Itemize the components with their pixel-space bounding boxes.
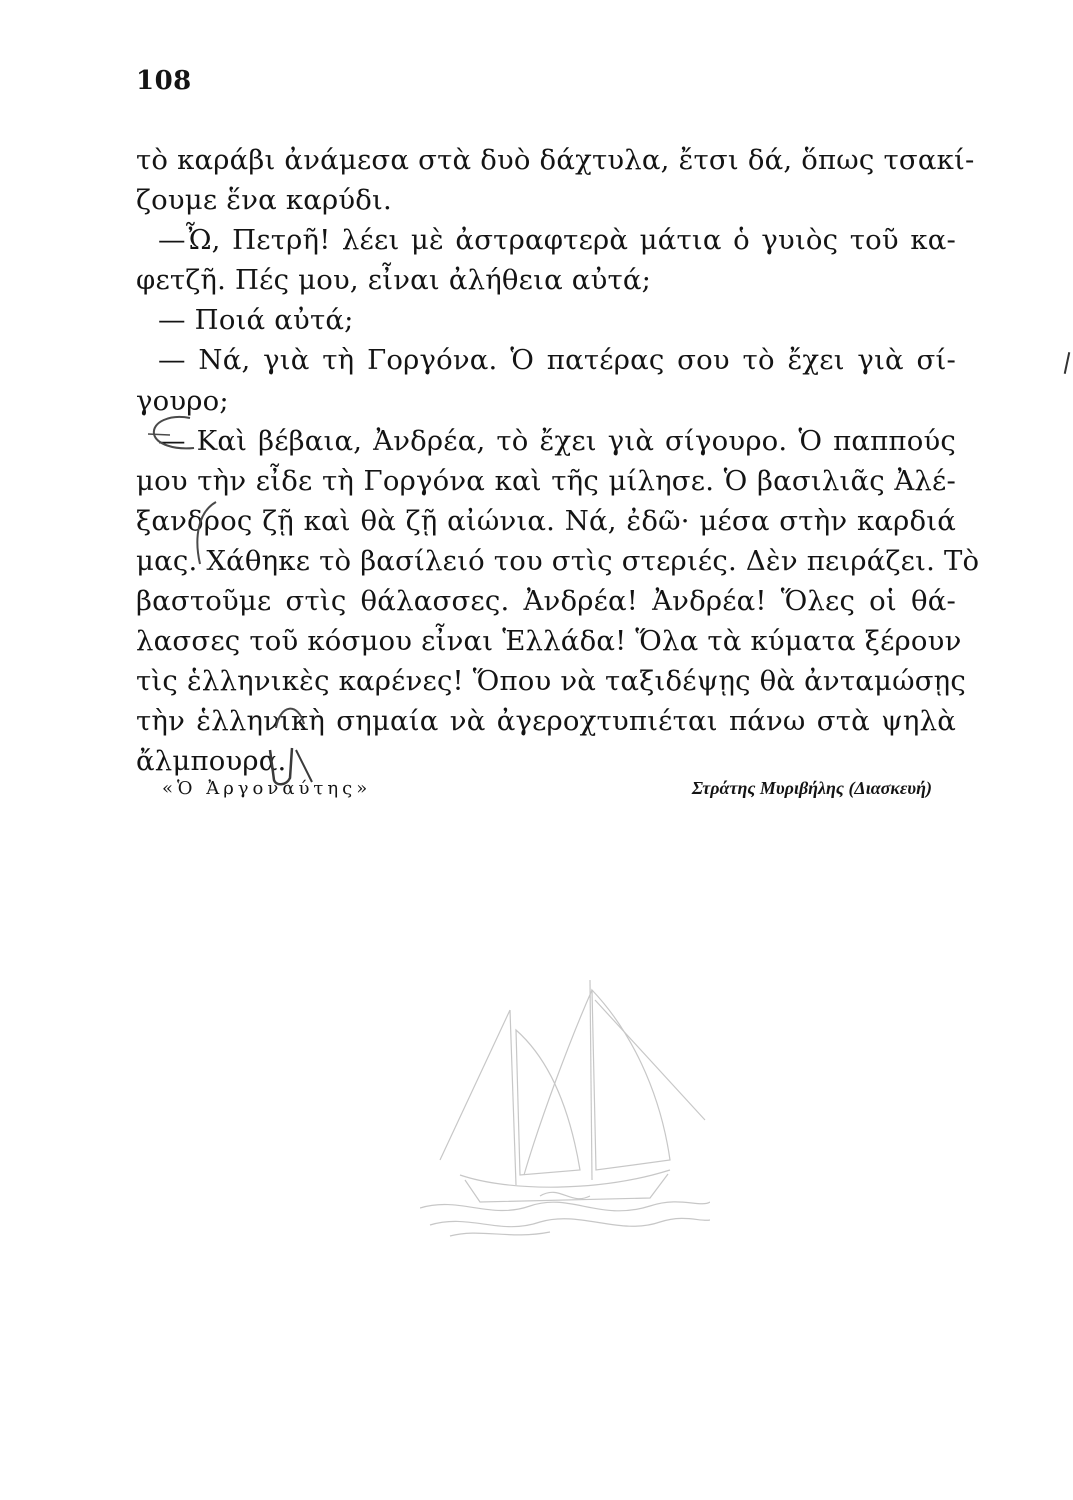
- body-text: [136, 140, 980, 782]
- page-number: 108: [136, 66, 192, 96]
- margin-mark: [1064, 352, 1071, 374]
- text-line: — Νά, γιὰ τὴ Γοργόνα. Ὁ πατέρας σου τὸ ἔχει γιὰ σί-: [158, 344, 956, 377]
- text-line: τὸ καράβι ἀνάμεσα στὰ δυὸ δάχτυλα, ἔτσι δά, ὅπως τσακί-: [136, 144, 975, 176]
- text-line: λασσες τοῦ κόσμου εἶναι Ἑλλάδα! Ὅλα τὰ κύματα ξέρουν: [136, 625, 962, 658]
- text-line: μου τὴν εἶδε τὴ Γοργόνα καὶ τῆς μίλησε. Ὁ βασιλιᾶς Ἀλέ-: [136, 464, 956, 497]
- text-line: γουρο;: [136, 384, 229, 417]
- text-line: φετζῆ. Πές μου, εἶναι ἀλήθεια αὐτά;: [136, 264, 652, 297]
- attribution: [162, 778, 932, 808]
- text-line: βαστοῦμε στὶς θάλασσες. Ἀνδρέα! Ἀνδρέα! Ὅλες οἱ θά-: [136, 585, 956, 618]
- text-line: — Ποιά αὐτά;: [158, 304, 354, 337]
- source-title: «Ὁ Ἀργοναύτης»: [162, 778, 372, 799]
- text-line: ἄλμπουρα.: [136, 745, 287, 778]
- text-line: μας. Χάθηκε τὸ βασίλειό του στὶς στεριές. Δὲν πειράζει. Τὸ: [136, 544, 980, 577]
- text-line: τὶς ἑλληνικὲς καρένες! Ὅπου νὰ ταξιδέψῃς θὰ ἀνταμώσῃς: [136, 665, 966, 698]
- text-line: τὴν ἑλληνικὴ σημαία νὰ ἀγεροχτυπιέται πάνω στὰ ψηλὰ: [136, 705, 956, 738]
- text-line: —Ὦ, Πετρῆ! λέει μὲ ἀστραφτερὰ μάτια ὁ γυιὸς τοῦ κα-: [158, 224, 956, 257]
- faded-sailing-ship-illustration: [420, 970, 710, 1240]
- author-credit: Στράτης Μυριβήλης (Διασκευή): [691, 778, 932, 798]
- text-line: — Καὶ βέβαια, Ἀνδρέα, τὸ ἔχει γιὰ σίγουρο. Ὁ παππούς: [158, 424, 956, 457]
- text-line: ζουμε ἕνα καρύδι.: [136, 184, 392, 217]
- text-line: ξανδρος ζῇ καὶ θὰ ζῇ αἰώνια. Νά, ἐδῶ· μέσα στὴν καρδιά: [136, 504, 956, 537]
